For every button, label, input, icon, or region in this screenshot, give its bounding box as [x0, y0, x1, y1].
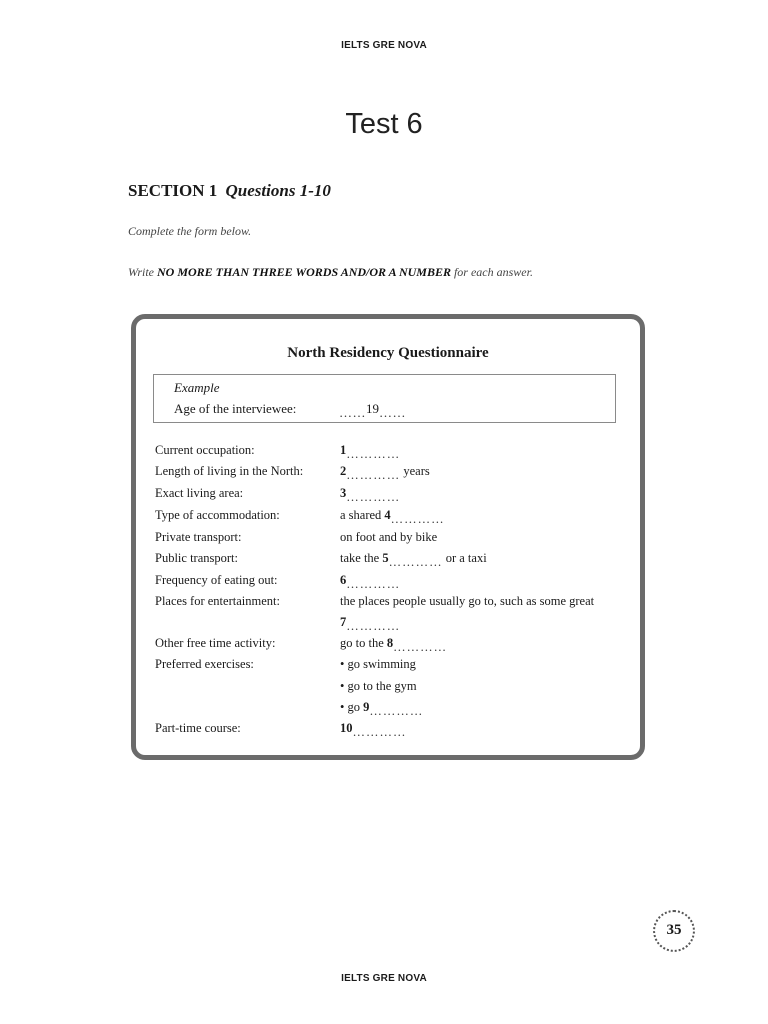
form-row-value — [340, 573, 401, 591]
section-title — [128, 181, 331, 201]
answer-blank: ………… — [346, 577, 401, 591]
question-number: 8 — [386, 636, 394, 650]
value-text-after: years — [400, 464, 430, 478]
value-text-before: • go swimming — [340, 657, 416, 671]
question-number: 10 — [340, 721, 353, 735]
example-box — [153, 374, 616, 423]
example-label: Example — [174, 380, 220, 395]
question-number: 7 — [340, 615, 347, 629]
form-row-value — [340, 594, 594, 609]
answer-blank: ………… — [346, 619, 401, 633]
form-row-value — [340, 615, 401, 633]
answer-blank: ………… — [352, 725, 407, 739]
answer-blank: ………… — [346, 468, 401, 482]
section-label: SECTION 1 — [128, 181, 218, 200]
form-row-value — [340, 486, 401, 504]
form-row-value — [340, 443, 401, 461]
question-number: 9 — [363, 700, 370, 714]
question-number: 3 — [340, 486, 347, 500]
answer-blank: ………… — [369, 704, 424, 718]
form-row-value — [340, 551, 487, 569]
value-text-after: or a taxi — [442, 551, 487, 565]
questions-range: Questions 1-10 — [225, 181, 331, 200]
form-row-value — [340, 530, 437, 545]
answer-blank: ………… — [346, 490, 401, 504]
form-row-label: Places for entertainment: — [155, 594, 280, 608]
answer-blank: ………… — [346, 447, 401, 461]
value-text-before: a shared — [340, 508, 385, 522]
form-row-label: Type of accommodation: — [155, 508, 280, 522]
value-text-before: take the — [340, 551, 383, 565]
question-number: 1 — [340, 443, 347, 457]
value-text-before: • go — [340, 700, 364, 714]
form-row-label: Public transport: — [155, 551, 238, 565]
example-answer — [339, 401, 406, 420]
form-row-label: Preferred exercises: — [155, 657, 254, 671]
instruction-prefix: Write — [128, 265, 157, 279]
form-row-value — [340, 721, 407, 739]
instruction-word-limit — [128, 265, 533, 280]
form-row-value — [340, 636, 448, 654]
form-row-value — [340, 464, 430, 482]
value-text-before: • go to the gym — [340, 679, 417, 693]
example-dots-after: …… — [379, 405, 406, 420]
instruction-emphasis: NO MORE THAN THREE WORDS AND/OR A NUMBER — [157, 265, 451, 279]
form-row-label: Current occupation: — [155, 443, 255, 457]
test-title: Test 6 — [345, 108, 423, 140]
answer-blank: ………… — [388, 555, 443, 569]
form-row-value — [340, 508, 445, 526]
question-number: 4 — [384, 508, 391, 522]
example-answer-value: 19 — [366, 401, 379, 416]
example-dots-before: …… — [339, 405, 366, 420]
form-row-value — [340, 679, 417, 694]
answer-blank: ………… — [390, 512, 445, 526]
question-number: 6 — [340, 573, 347, 587]
questionnaire-form — [131, 314, 645, 760]
value-text-before: the places people usually go to, such as some great — [340, 594, 595, 608]
example-question: Age of the interviewee: — [174, 401, 297, 416]
instruction-suffix: for each answer. — [450, 265, 533, 279]
form-row-value — [340, 657, 416, 672]
answer-blank: ………… — [393, 640, 448, 654]
question-number: 5 — [382, 551, 389, 565]
page-number: 35 — [653, 910, 695, 952]
page-header: IELTS GRE NOVA — [341, 40, 427, 51]
form-row-label: Private transport: — [155, 530, 242, 544]
form-row-value — [340, 700, 424, 718]
question-number: 2 — [340, 464, 347, 478]
form-row-label: Exact living area: — [155, 486, 244, 500]
value-text-before: go to the — [340, 636, 387, 650]
form-row-label: Part-time course: — [155, 721, 241, 735]
form-title: North Residency Questionnaire — [287, 345, 489, 361]
instruction-complete-form: Complete the form below. — [128, 224, 252, 238]
page-footer: IELTS GRE NOVA — [341, 973, 427, 984]
value-text-before: on foot and by bike — [340, 530, 438, 544]
form-row-label: Frequency of eating out: — [155, 573, 278, 587]
form-row-label: Length of living in the North: — [155, 464, 304, 478]
form-row-label: Other free time activity: — [155, 636, 276, 650]
